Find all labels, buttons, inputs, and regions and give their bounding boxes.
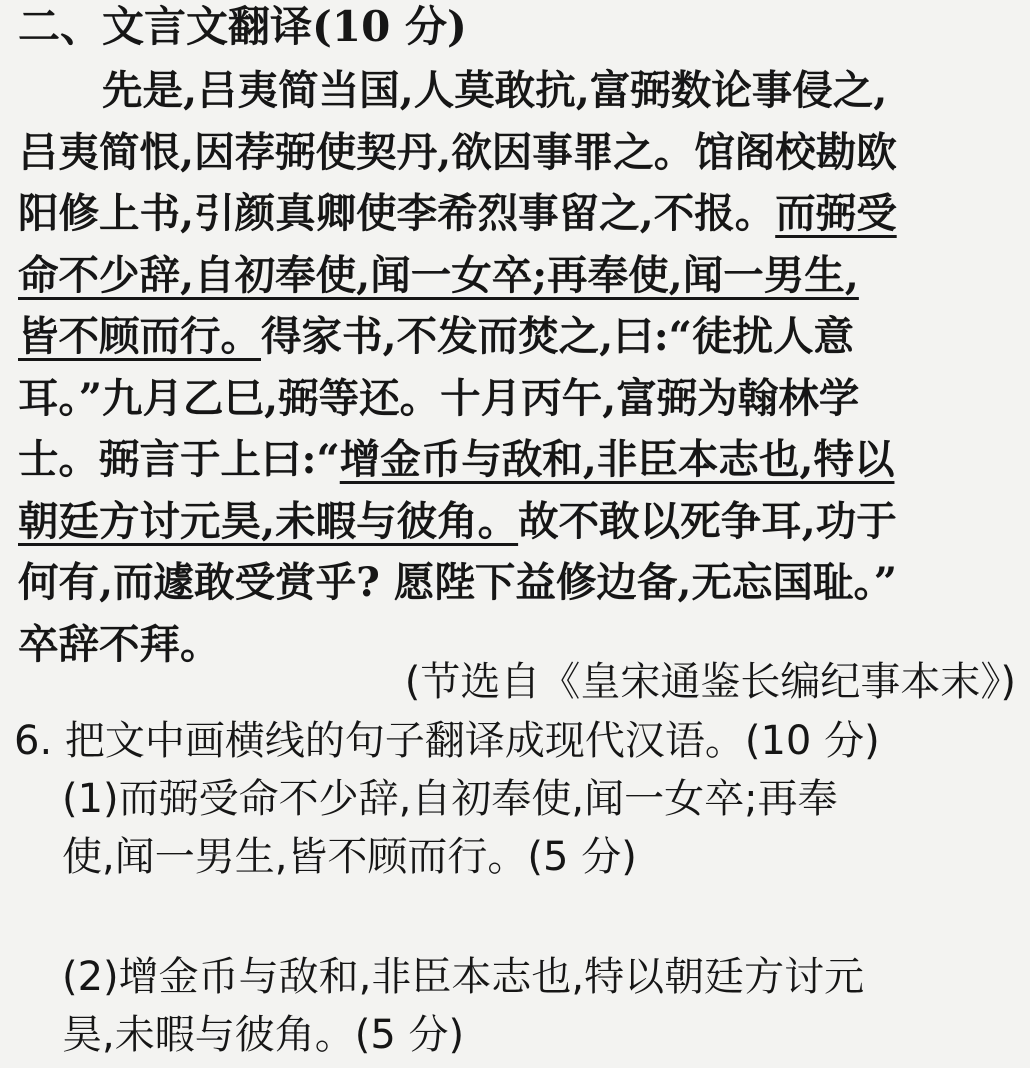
underlined-sentence-1: 命不少辞,自初奉使,闻一女卒;再奉使,闻一男生, [18,250,859,299]
sub-question-1-line: (1)而弼受命不少辞,自初奉使,闻一女卒;再奉 [62,776,838,822]
source-citation: (节选自《皇宋通鉴长编纪事本末》) [404,659,1016,705]
passage-line [18,552,1022,614]
passage-line [18,60,1022,122]
underlined-sentence-1: 皆不顾而行。 [18,312,261,360]
passage-text: 阳修上书,引颜真卿使李希烈事留之,不报。 [18,189,776,237]
underlined-sentence-2: 朝廷方讨元昊,未暇与彼角。 [18,496,519,545]
sub-question-1-line: 使,闻一男生,皆不顾而行。(5 分) [62,834,637,880]
passage-text: 故不敢以死争耳,功于 [518,496,897,545]
section-title: 二、文言文翻译(10 分) [18,2,467,51]
classical-passage [18,60,1022,675]
passage-text: 士。弼言于上曰:“ [18,435,340,483]
question-6 [14,712,1024,1064]
passage-text: 何有,而遽敢受赏乎? 愿陛下益修边备,无忘国耻。” [18,558,898,606]
passage-text: 卒辞不拜。 [18,619,221,668]
passage-text: 吕夷简恨,因荐弼使契丹,欲因事罪之。馆阁校勘欧 [18,127,897,176]
answer-space [14,886,1024,948]
passage-line [18,306,1022,368]
passage-text: 得家书,不发而焚之,曰:“徒扰人意 [261,312,854,360]
sub-question-2-line: (2)增金币与敌和,非臣本志也,特以朝廷方讨元 [62,954,865,1000]
passage-line [18,122,1022,184]
underlined-sentence-2: 增金币与敌和,非臣本志也,特以 [339,435,895,483]
passage-line [18,245,1022,307]
passage-line [18,183,1022,245]
passage-text: 耳。”九月乙巳,弼等还。十月丙午,富弼为翰林学 [18,373,860,422]
passage-text: 先是,吕夷简当国,人莫敢抗,富弼数论事侵之, [102,66,888,114]
sub-question-2-line: 昊,未暇与彼角。(5 分) [62,1012,465,1058]
passage-line [18,491,1022,553]
passage-line [18,368,1022,430]
passage-line [18,429,1022,491]
underlined-sentence-1: 而弼受 [775,189,897,237]
question-stem: 6. 把文中画横线的句子翻译成现代汉语。(10 分) [14,718,880,764]
